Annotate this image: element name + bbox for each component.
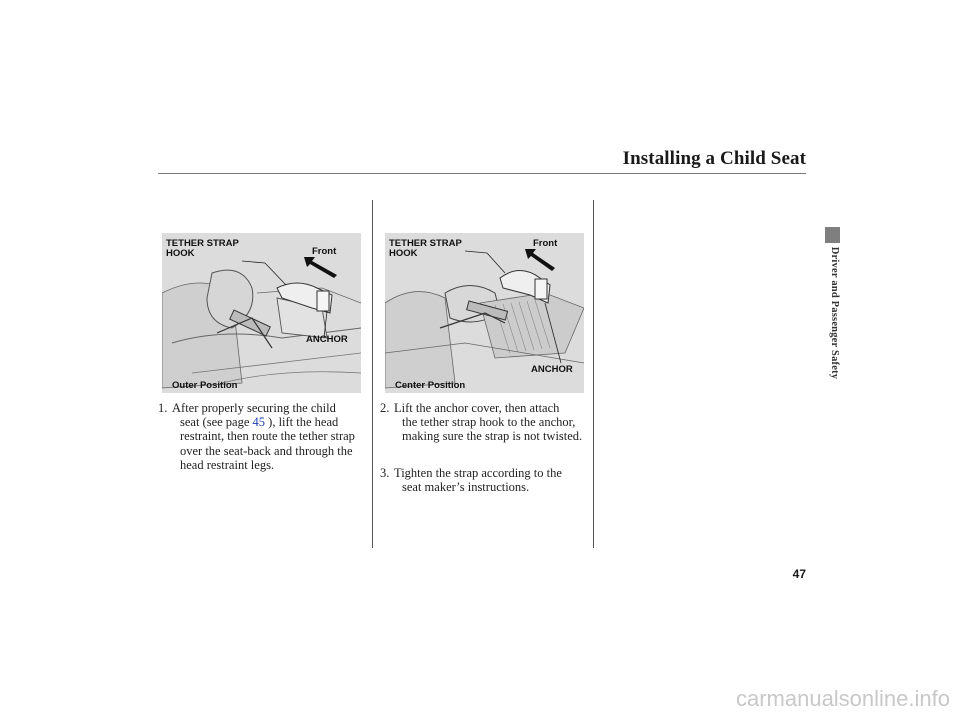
- step-text: [394, 466, 594, 494]
- step-line: [172, 415, 367, 429]
- step-continuation: the tether strap hook to the anchor, making sure the strap is not twisted.: [402, 415, 583, 444]
- front-label: Front: [312, 246, 337, 257]
- page-title: Installing a Child Seat: [622, 148, 806, 169]
- column-divider-2: [593, 200, 594, 548]
- step-number: 2.: [380, 401, 390, 415]
- step-text: [394, 401, 594, 444]
- step-line: Tighten the strap according to the: [394, 466, 562, 480]
- page-45-link[interactable]: 45: [252, 415, 266, 430]
- step-fragment: seat (see page: [180, 415, 253, 430]
- page-number: 47: [792, 567, 806, 581]
- step-fragment: ), lift the head: [265, 415, 339, 430]
- title-divider: [158, 173, 806, 174]
- section-side-label: Driver and Passenger Safety: [829, 246, 840, 380]
- step-number: 1.: [158, 401, 168, 415]
- step-continuation: seat maker’s instructions.: [402, 480, 530, 495]
- step-number: 3.: [380, 466, 390, 480]
- figure-caption: Center Position: [395, 380, 466, 391]
- center-position-figure: [385, 233, 584, 393]
- step-continuation: restraint, then route the tether strap over the seat-back and through the head restraint legs.: [180, 429, 355, 472]
- column-divider-1: [372, 200, 373, 548]
- anchor-label: ANCHOR: [531, 364, 573, 375]
- watermark: carmanualsonline.info: [735, 686, 950, 711]
- outer-position-figure: [162, 233, 361, 393]
- figure-caption: Outer Position: [172, 380, 238, 391]
- tether-strap-hook-label: TETHER STRAP HOOK: [389, 238, 462, 259]
- front-label: Front: [533, 238, 558, 249]
- step-line: After properly securing the child: [172, 401, 336, 415]
- anchor-label: ANCHOR: [306, 334, 348, 345]
- tether-strap-hook-label: TETHER STRAP HOOK: [166, 238, 239, 259]
- step-text: [172, 401, 367, 472]
- step-line: Lift the anchor cover, then attach: [394, 401, 560, 415]
